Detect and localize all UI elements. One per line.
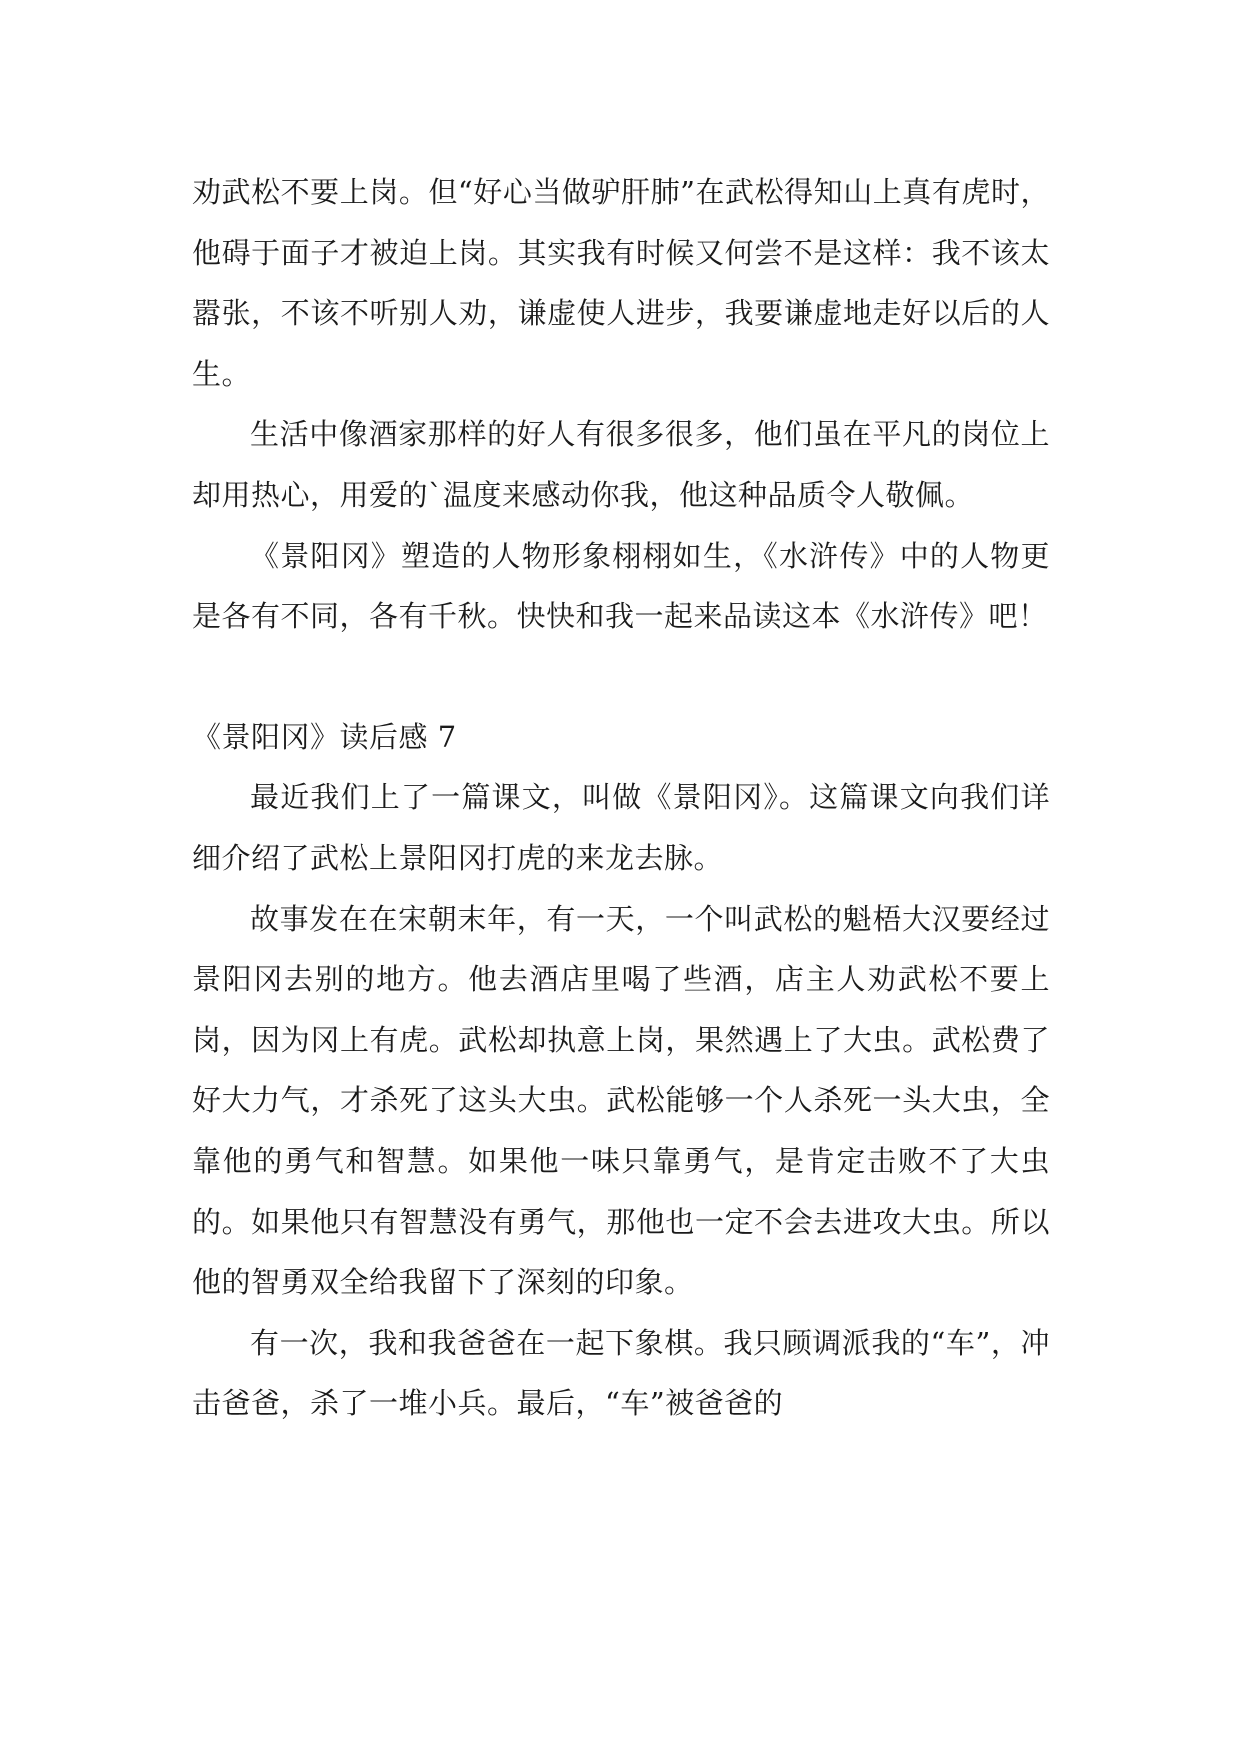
- paragraph: 最近我们上了一篇课文，叫做《景阳冈》。这篇课文向我们详细介绍了武松上景阳冈打虎的来龙去脉。: [192, 780, 1050, 875]
- section-heading: 《景阳冈》读后感 7: [192, 719, 457, 754]
- paragraph: 故事发在在宋朝末年，有一天，一个叫武松的魁梧大汉要经过景阳冈去别的地方。他去酒店里喝了些酒，店主人劝武松不要上岗，因为冈上有虎。武松却执意上岗，果然遇上了大虫。武松费了好大力气，才杀死了这头大虫。武松能够一个人杀死一头大虫，全靠他的勇气和智慧。如果他一味只靠勇气，是肯定击败不了大虫的。如果他只有智慧没有勇气，那他也一定不会去进攻大虫。所以他的智勇双全给我留下了深刻的印象。: [192, 901, 1050, 1300]
- paragraph: 《景阳冈》塑造的人物形象栩栩如生，《水浒传》中的人物更是各有不同，各有千秋。快快和我一起来品读这本《水浒传》吧！: [192, 538, 1050, 634]
- paragraph: 有一次，我和我爸爸在一起下象棋。我只顾调派我的“车”，冲击爸爸，杀了一堆小兵。最后，“车”被爸爸的: [192, 1325, 1050, 1421]
- document-body: [192, 162, 1050, 1434]
- section-gap: [192, 647, 1050, 707]
- paragraph: 生活中像酒家那样的好人有很多很多，他们虽在平凡的岗位上却用热心，用爱的`温度来感动你我，他这种品质令人敬佩。: [192, 417, 1050, 512]
- paragraph-continued: 劝武松不要上岗。但“好心当做驴肝肺”在武松得知山上真有虎时，他碍于面子才被迫上岗。其实我有时候又何尝不是这样：我不该太嚣张，不该不听别人劝，谦虚使人进步，我要谦虚地走好以后的人生。: [192, 175, 1050, 391]
